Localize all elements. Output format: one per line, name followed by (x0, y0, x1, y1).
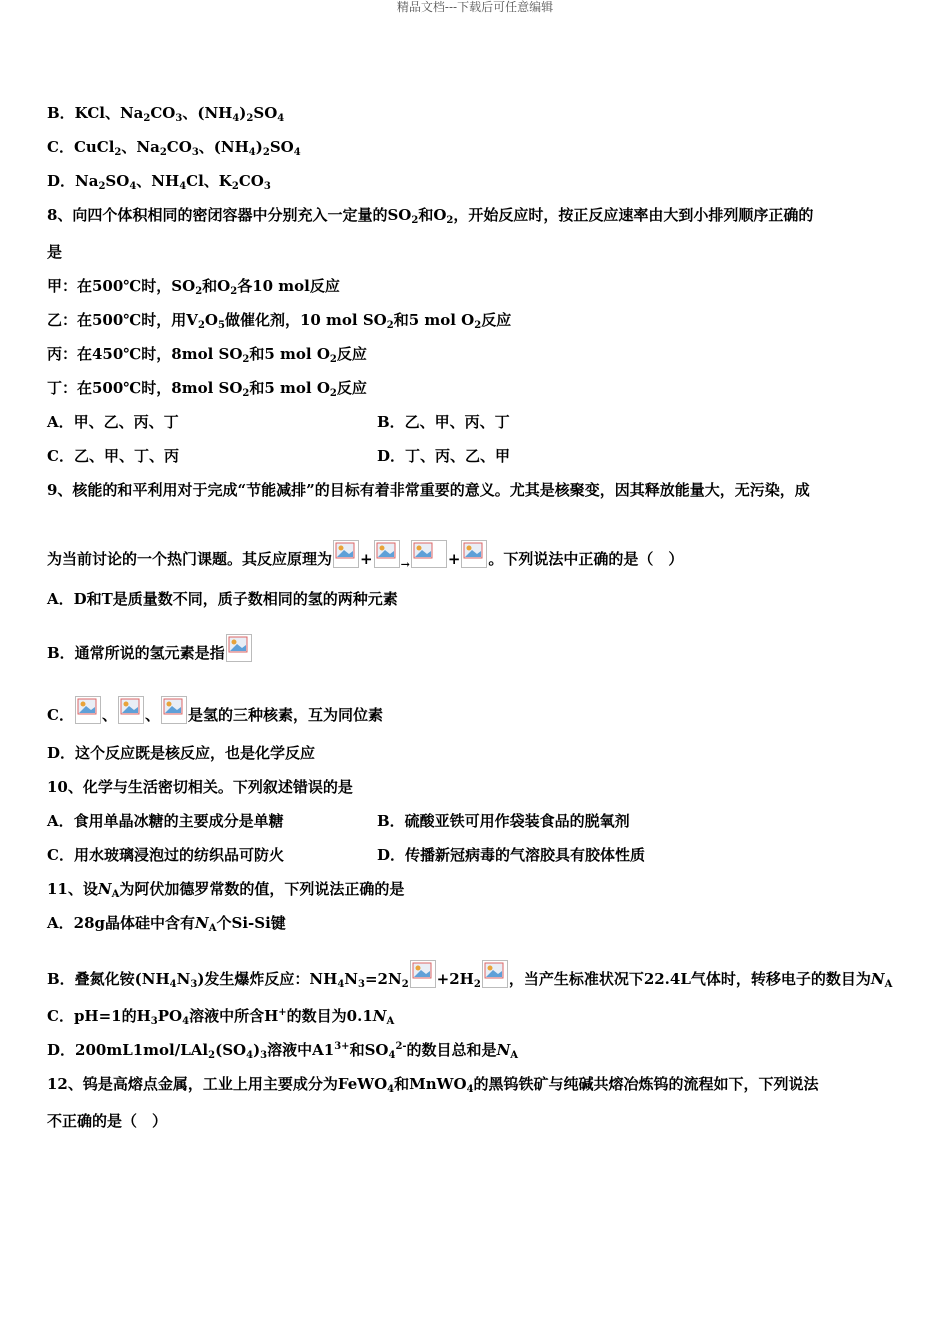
q9-stem-line2: 为当前讨论的一个热门课题。其反应原理为 + $_\to$ + 。下列说法中正确的是（ ） (47, 540, 683, 575)
image-placeholder-icon (482, 960, 508, 988)
q10-option-c: C．用水玻璃浸泡过的纺织品可防火 (47, 846, 284, 864)
q10-stem: 10、化学与生活密切相关。下列叙述错误的是 (47, 778, 353, 796)
q7-option-b: B．KCl、$Na_2CO_3$、$(NH_4)_2SO_4$ (47, 104, 285, 124)
q10-option-b: B．硫酸亚铁可用作袋装食品的脱氧剂 (377, 812, 630, 830)
q8-condition-ding: 丁：在500℃时，8mol $SO_2$和5 mol $O_2$反应 (47, 379, 367, 399)
q8-condition-bing: 丙：在450℃时，8mol $SO_2$和5 mol $O_2$反应 (47, 345, 367, 365)
image-placeholder-icon (461, 540, 487, 568)
image-placeholder-icon (75, 696, 101, 724)
q12-stem-line2: 不正确的是（ ） (47, 1112, 168, 1130)
q8-option-b: B．乙、甲、丙、丁 (377, 413, 510, 431)
image-placeholder-icon (410, 960, 436, 988)
q8-stem-line1: 8、向四个体积相同的密闭容器中分别充入一定量的$SO_2$和$O_2$，开始反应时，按正反应速率由大到小排列顺序正确的 (47, 206, 814, 226)
q11-option-c: C．pH=1的$H_3PO_4$溶液中所含H+的数目为$0.1N_A$ (47, 1007, 395, 1027)
q11-option-b: B．叠氮化铵$(NH_4N_3)$发生爆炸反应：$NH_4N_3=2N_2$ $+2H_2$ ，当产生标准状况下22.4L气体时，转移电子的数目为$N_A$ (47, 960, 892, 989)
q12-stem-line1: 12、钨是高熔点金属，工业上用主要成分为FeWO$_4$和MnWO$_4$的黑钨铁矿与纯碱共熔冶炼钨的流程如下，下列说法 (47, 1075, 819, 1095)
image-placeholder-icon (161, 696, 187, 724)
q10-option-a: A．食用单晶冰糖的主要成分是单糖 (47, 812, 284, 830)
q8-stem-line2: 是 (47, 243, 63, 261)
q11-option-d: D．$200mL1mol/LAl_2(SO_4)_3$溶液中$A1^{3+}$和$SO_4^{2-}$的数目总和是$N_A$ (47, 1041, 519, 1061)
q8-option-d: D．丁、丙、乙、甲 (377, 447, 511, 465)
q9-stem-line1: 9、核能的和平利用对于完成“节能减排”的目标有着非常重要的意义。尤其是核聚变，因其释放能量大，无污染，成 (47, 481, 810, 499)
q11-option-a: A．28g晶体硅中含有$N_A$个Si-Si键 (47, 914, 286, 934)
q7-option-c: C．CuCl$_2$、$Na_2CO_3$、$(NH_4)_2SO_4$ (47, 138, 301, 158)
q9-option-d: D．这个反应既是核反应，也是化学反应 (47, 744, 316, 762)
page-header: 精品文档---下载后可任意编辑 (396, 0, 554, 14)
q7-option-d: D．$Na_2SO_4$、$NH_4Cl$、$K_2CO_3$ (47, 172, 271, 192)
image-placeholder-icon (118, 696, 144, 724)
q8-option-a: A．甲、乙、丙、丁 (47, 413, 179, 431)
q10-option-d: D．传播新冠病毒的气溶胶具有胶体性质 (377, 846, 646, 864)
q8-condition-jia: 甲：在500℃时，$SO_2$和$O_2$各10 mol反应 (47, 277, 340, 297)
q11-stem: 11、设$N_A$为阿伏加德罗常数的值，下列说法正确的是 (47, 880, 405, 900)
image-placeholder-icon (333, 540, 359, 568)
q8-option-c: C．乙、甲、丁、丙 (47, 447, 179, 465)
q9-option-a: A．D和T是质量数不同，质子数相同的氢的两种元素 (47, 590, 398, 608)
q8-condition-yi: 乙：在500℃时，用$V_2O_5$做催化剂，10 mol $SO_2$和5 mol $O_2$反应 (47, 311, 512, 331)
q9-option-b: B．通常所说的氢元素是指 (47, 634, 253, 663)
image-placeholder-icon (226, 634, 252, 662)
image-placeholder-icon (374, 540, 400, 568)
image-placeholder-icon (411, 540, 447, 568)
q9-option-c: C． 、 、 是氢的三种核素，互为同位素 (47, 696, 383, 725)
